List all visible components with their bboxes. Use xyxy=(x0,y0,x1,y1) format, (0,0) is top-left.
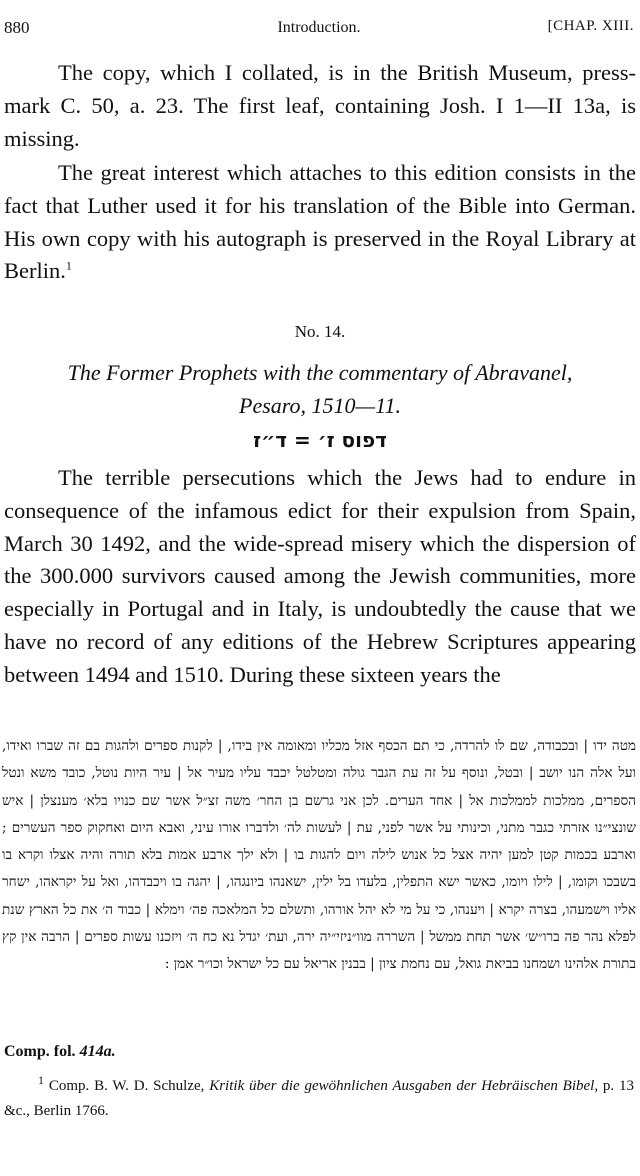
footnote-text-after: p. 13 &c., Berlin 1766. xyxy=(4,1078,634,1119)
folio-reference: 414a. xyxy=(79,1043,116,1060)
footnote-reference: 1 xyxy=(65,258,72,273)
footnote-book-title: Kritik über die gewöhnlichen Ausgaben der Hebräischen Bibel, xyxy=(209,1078,599,1094)
section-title-line-1: The Former Prophets with the commentary of Abravanel, xyxy=(67,360,573,385)
paragraph-text: The copy, which I collated, is in the British Museum, press-mark C. 50, a. 23. The first leaf, containing Josh. I 1—II 13a, is missing. xyxy=(4,60,636,151)
footnote xyxy=(4,1074,634,1124)
footnote-marker: 1 xyxy=(38,1073,44,1087)
section-title xyxy=(8,356,632,422)
comparison-prefix: Comp. fol. xyxy=(4,1043,80,1060)
section-title-line-2: Pesaro, 1510—11. xyxy=(239,393,401,418)
page-header xyxy=(4,14,634,40)
hebrew-colophon: מטה ידו | ובכבודה, שם לו להרדה, כי תם הכסף אזל מכליו ומאומה אין בידו, | לקנות ספרים ולהגות בם זה שברו ואידו, ועל אלה הנו יושב | ובטל, ונוסף על זה עת הגבר גולה ומטלטל יכבד עליו מעיר אל | עיר היות נוטל, כובד משא ונטל הספרים, ממלכות לממלכות אל | אחד הערים. לכן אני גרשם בן החר׳ משה זצ״ל אשר שם כנויו בלא׳ מענצלן | איש שונצי״נו אזרתי כגבר מתני, וכינותי על אשר לפני, עת | לעשות לה׳ ולדברו אורו עיני, ואבא היום ואחקוק ספר העשרים ; וארבע בכמות קטן למען יהיה אצל כל אנוש לילה ויום להגות בו | ולא ילך ארבע אמות בלא תורה והיה אצלו וקרא בו בשבכו וקומו, | לילו ויומו, כאשר ישא התפלין, בלעדו בל ילין, ישאנהו ביונגהו, | יהגה בו ויכבדהו, ואל על יקראהו, ישחר אליו וישמעהו, בצרה יקרא | ויענהו, כי על מי לא יהל אורהו, ותשלם כל המלאכה פה׳ וימלא | כבוד ה׳ את כל הארץ שנת לפלא נהר פה ברו״ש׳ אשר תחת ממשל | השררה מוו״ניזי״יה ירה, ועת׳ יגדל נא כח ה׳ ויזכנו עשות ספרים | הרבה אין קץ בתורת אלהינו ושמחנו בביאת גואל, עם נחמת ציון | בבנין אריאל עם כל ישראל וכו״ר אמן : xyxy=(2,738,636,973)
page-number: 880 xyxy=(4,18,30,37)
hebrew-edition-siglum: דפוס ז׳ = ד״ז xyxy=(253,428,387,452)
paragraph-luther-copy xyxy=(4,157,636,288)
paragraph-persecutions xyxy=(4,462,636,692)
paragraph-text: The terrible persecutions which the Jews had to endure in consequence of the infamous edict for their expulsion from Spain, March 30 1492, and the wide-spread misery which the dispersion of the 300.000 survivors caused among the Jewish communities, more especially in Portugal and in Italy, is undoubtedly the cause that we have no record of any editions of the Hebrew Scriptures appearing between 1494 and 1510. During these sixteen years the xyxy=(4,465,636,687)
paragraph-text: The great interest which attaches to this edition consists in the fact that Luther used it for his translation of the Bible into German. His own copy with his autograph is preserved in the Royal Library at Berlin. xyxy=(4,160,636,284)
section-number: No. 14. xyxy=(294,322,346,341)
running-title: Introduction. xyxy=(277,19,361,36)
footnote-text-before: Comp. B. W. D. Schulze, xyxy=(44,1078,210,1094)
paragraph-british-museum-copy xyxy=(4,57,636,155)
chapter-label: [CHAP. XIII. xyxy=(547,18,634,34)
comparison-reference xyxy=(4,1043,116,1061)
